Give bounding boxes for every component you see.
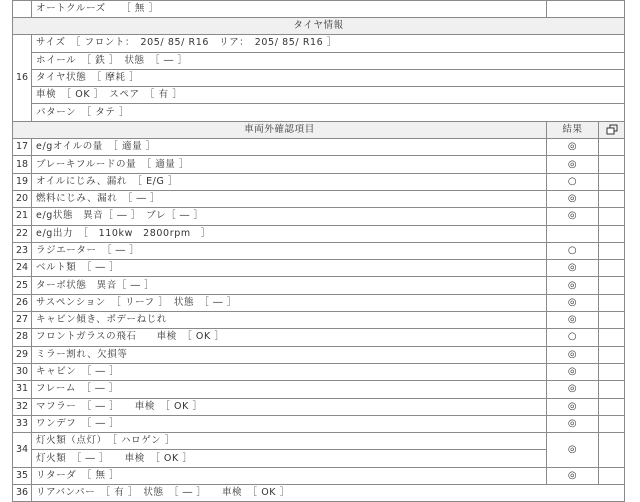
row-number: 30 <box>13 363 32 380</box>
item-text: ブレーキフルードの量 ［ 適量 ］ <box>32 156 547 173</box>
table-row <box>13 415 625 432</box>
row-number: 29 <box>13 346 32 363</box>
result-mark: ◎ <box>547 294 599 311</box>
table-row <box>13 485 625 502</box>
item-text: フレーム ［ ― ］ <box>32 381 547 398</box>
item-text: 灯火類 ［ ― ］ 車検 ［ OK ］ <box>32 450 547 467</box>
tire-row <box>13 69 625 86</box>
item-text: キャビン ［ ― ］ <box>32 363 547 380</box>
row-number: 24 <box>13 260 32 277</box>
result-column-header: 結果 <box>547 121 599 138</box>
tire-row <box>13 104 625 121</box>
item-text: 灯火類（点灯） ［ ハロゲン ］ <box>32 433 547 450</box>
row-number: 19 <box>13 173 32 190</box>
tire-row <box>13 35 625 52</box>
table-row <box>13 225 625 242</box>
result-mark: ○ <box>547 173 599 190</box>
item-text: e/g状態 異音［ ― ］ ブレ［ ― ］ <box>32 208 547 225</box>
inspection-table <box>12 0 625 502</box>
item-text: ラジエーター ［ ― ］ <box>32 242 547 259</box>
cruise-text: オートクルーズ ［ 無 ］ <box>32 1 547 18</box>
item-text: オイルにじみ、漏れ ［ E/G ］ <box>32 173 547 190</box>
result-mark: ◎ <box>547 433 599 468</box>
copy-icon[interactable] <box>599 121 625 138</box>
table-row <box>13 242 625 259</box>
row-number: 25 <box>13 277 32 294</box>
result-mark: ◎ <box>547 156 599 173</box>
result-mark: ◎ <box>547 415 599 432</box>
item-text: サスペンション ［ リーフ ］ 状態 ［ ― ］ <box>32 294 547 311</box>
result-mark: ◎ <box>547 277 599 294</box>
row-number: 21 <box>13 208 32 225</box>
result-mark: ◎ <box>547 467 599 484</box>
row-number: 17 <box>13 139 32 156</box>
item-text: e/gオイルの量 ［ 適量 ］ <box>32 139 547 156</box>
item-text: ターボ状態 異音［ ― ］ <box>32 277 547 294</box>
table-row <box>13 260 625 277</box>
item-text: マフラー ［ ― ］ 車検 ［ OK ］ <box>32 398 547 415</box>
item-text: e/g出力 ［ 110kw 2800rpm ］ <box>32 225 547 242</box>
table-row <box>13 156 625 173</box>
table-row <box>13 381 625 398</box>
item-text: リアバンパー ［ 有 ］ 状態 ［ ― ］ 車検 ［ OK ］ <box>32 485 625 502</box>
table-row <box>13 433 625 450</box>
tire-row <box>13 52 625 69</box>
row-number: 20 <box>13 190 32 207</box>
row-number: 23 <box>13 242 32 259</box>
tire-pattern: パターン ［ タテ ］ <box>32 104 625 121</box>
table-row <box>13 208 625 225</box>
inspection-sheet <box>12 0 624 502</box>
table-row <box>13 277 625 294</box>
table-row <box>13 329 625 346</box>
result-mark: ◎ <box>547 190 599 207</box>
row-number: 33 <box>13 415 32 432</box>
exterior-header-row <box>13 121 625 138</box>
result-mark: ◎ <box>547 139 599 156</box>
item-text: フロントガラスの飛石 車検 ［ OK ］ <box>32 329 547 346</box>
result-mark <box>547 225 599 242</box>
result-mark: ◎ <box>547 381 599 398</box>
row-number: 22 <box>13 225 32 242</box>
row-number: 27 <box>13 312 32 329</box>
tire-size: サイズ ［ フロント： 205/ 85/ R16 リア： 205/ 85/ R16 ］ <box>32 35 625 52</box>
table-row <box>13 363 625 380</box>
item-text: ミラー割れ、欠損等 <box>32 346 547 363</box>
row-number: 16 <box>13 35 32 121</box>
item-text: ワンデフ ［ ― ］ <box>32 415 547 432</box>
row-number: 34 <box>13 433 32 468</box>
row-number: 35 <box>13 467 32 484</box>
tire-header-row <box>13 18 625 35</box>
row-number: 28 <box>13 329 32 346</box>
table-row <box>13 190 625 207</box>
row-number: 32 <box>13 398 32 415</box>
tire-inspection: 車検 ［ OK ］ スペア ［ 有 ］ <box>32 87 625 104</box>
table-row <box>13 294 625 311</box>
table-row <box>13 450 625 467</box>
item-text: リターダ ［ 無 ］ <box>32 467 547 484</box>
result-mark: ◎ <box>547 260 599 277</box>
table-row <box>13 398 625 415</box>
table-row <box>13 139 625 156</box>
tire-wheel: ホイール ［ 鉄 ］ 状態 ［ ― ］ <box>32 52 625 69</box>
item-text: 燃料にじみ、漏れ ［ ― ］ <box>32 190 547 207</box>
row-number: 31 <box>13 381 32 398</box>
exterior-section-title: 車両外確認項目 <box>13 121 547 138</box>
table-row <box>13 467 625 484</box>
result-mark: ◎ <box>547 398 599 415</box>
item-text: キャビン傾き、ボデーねじれ <box>32 312 547 329</box>
tire-state: タイヤ状態 ［ 摩耗 ］ <box>32 69 625 86</box>
result-mark: ○ <box>547 329 599 346</box>
row-number: 26 <box>13 294 32 311</box>
tire-row <box>13 87 625 104</box>
result-mark: ○ <box>547 242 599 259</box>
table-row <box>13 173 625 190</box>
result-mark: ◎ <box>547 208 599 225</box>
copy-icon-glyph <box>605 124 619 135</box>
tire-section-title: タイヤ情報 <box>13 18 625 35</box>
table-row <box>13 312 625 329</box>
item-text: ベルト類 ［ ― ］ <box>32 260 547 277</box>
result-mark: ◎ <box>547 312 599 329</box>
exterior-rows <box>13 139 625 433</box>
table-row <box>13 346 625 363</box>
cruise-row <box>13 1 625 18</box>
result-mark: ◎ <box>547 346 599 363</box>
row-number: 36 <box>13 485 32 502</box>
row-number: 18 <box>13 156 32 173</box>
result-mark: ◎ <box>547 363 599 380</box>
